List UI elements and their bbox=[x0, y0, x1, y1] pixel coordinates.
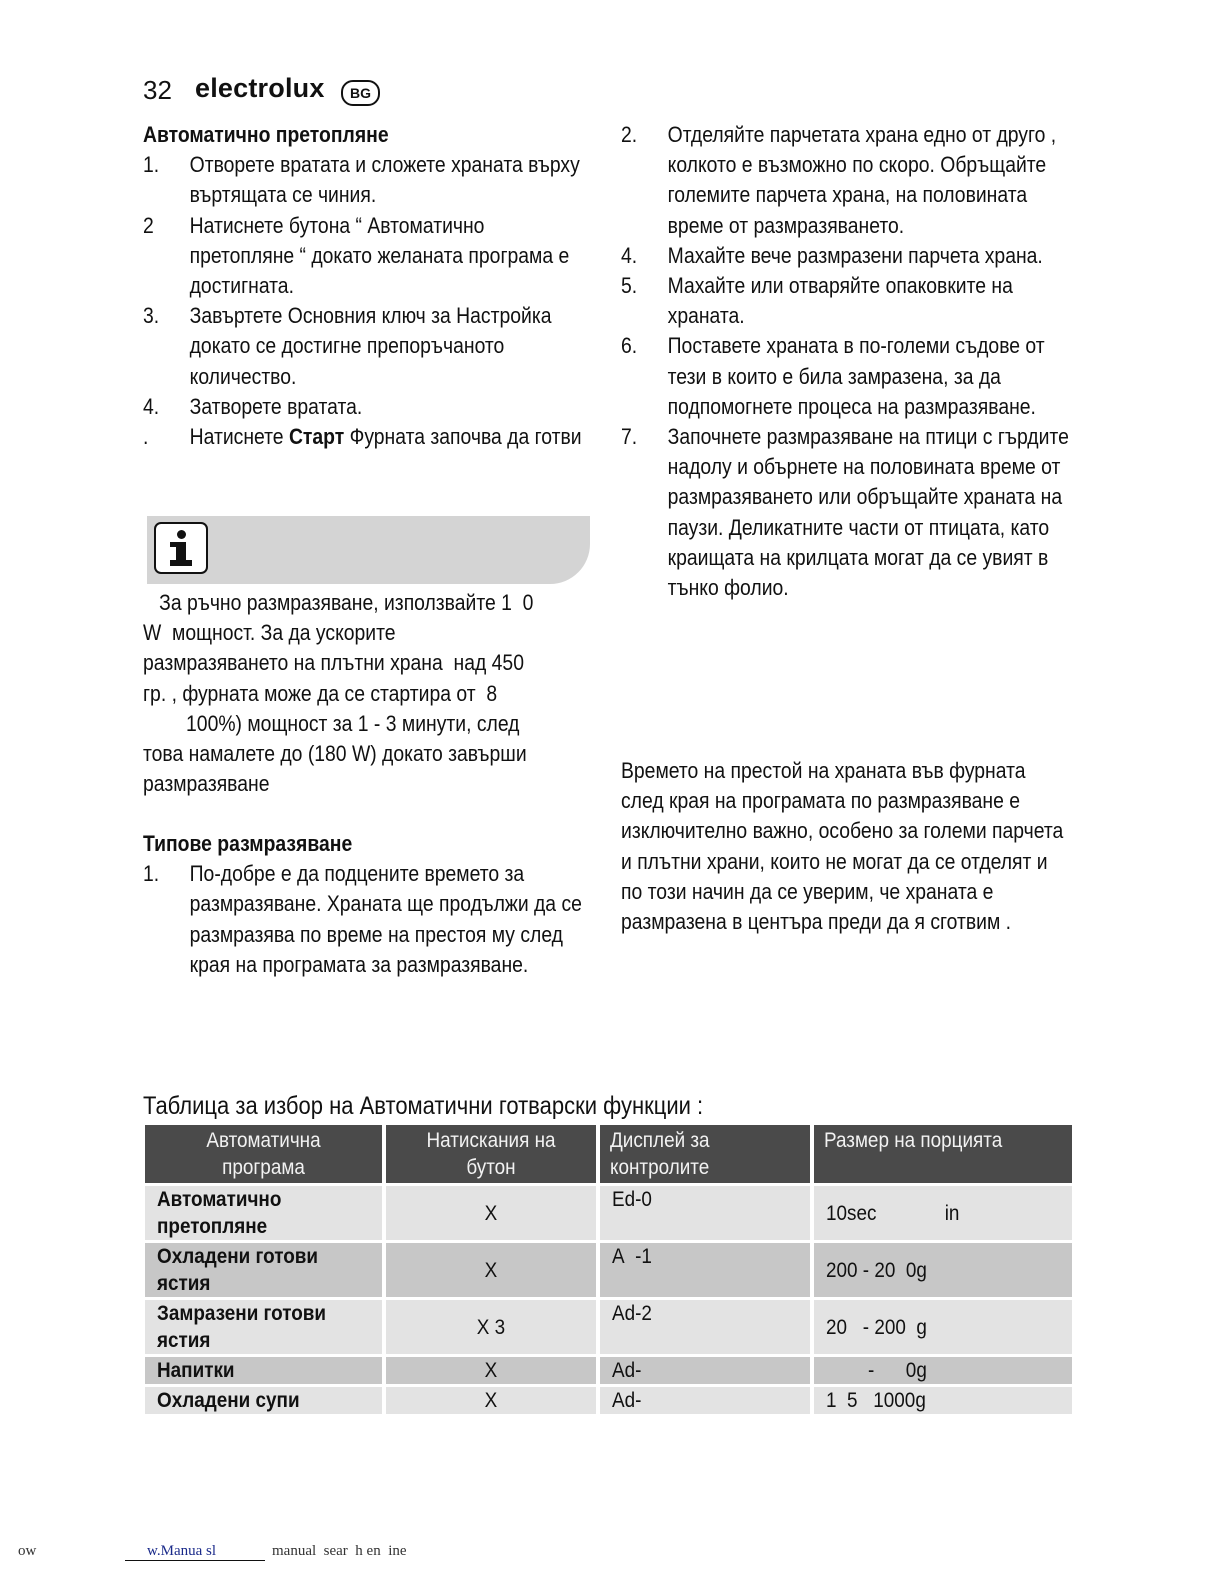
step-text: Поставете храната в по-големи съдове от тези в които е била замразена, за да подпомогнете процеса на размразяване. bbox=[667, 333, 1045, 419]
step-text-pre: Натиснете bbox=[189, 424, 289, 450]
list-item bbox=[143, 422, 583, 452]
size-cell: 10sec in bbox=[814, 1186, 1072, 1240]
step-number: 6. bbox=[621, 333, 638, 359]
step-number: 1. bbox=[143, 861, 160, 887]
list-item bbox=[621, 120, 1070, 241]
column-header: Размер на порцията bbox=[814, 1125, 1072, 1183]
step-text: Завъртете Основния ключ за Настройка докато се достигне препоръчаното количество. bbox=[189, 303, 552, 389]
program-cell: Автоматично претопляне bbox=[145, 1186, 382, 1240]
display-cell: A -1 bbox=[600, 1243, 810, 1297]
language-badge: BG bbox=[341, 80, 380, 106]
list-item bbox=[143, 301, 583, 392]
size-cell: 200 - 20 0g bbox=[814, 1243, 1072, 1297]
step-text: Започнете размразяване на птици с гърдите надолу и обърнете на половината време от размразяването или обръщайте храната на паузи. Деликатните части от птицата, като краищата на крилцата могат да се увият в тънко фолио. bbox=[667, 424, 1069, 601]
auto-reheat-title: Автоматично претопляне bbox=[143, 122, 389, 147]
step-number: 1. bbox=[143, 152, 160, 178]
step-number: 5. bbox=[621, 273, 638, 299]
footer-link[interactable]: w.Manua sl bbox=[125, 1543, 265, 1561]
list-item bbox=[143, 859, 583, 980]
table-row bbox=[145, 1387, 1072, 1414]
presses-cell: X bbox=[386, 1387, 596, 1414]
column-header: Дисплей за контролите bbox=[600, 1125, 810, 1183]
start-label: Старт bbox=[288, 424, 345, 450]
list-item bbox=[143, 211, 583, 302]
step-text: Махайте или отваряйте опаковките на храната. bbox=[667, 273, 1013, 329]
step-number: 2 bbox=[143, 212, 154, 238]
program-cell: Охладени супи bbox=[145, 1387, 382, 1414]
presses-cell: X bbox=[386, 1243, 596, 1297]
step-text: По-добре е да подцените времето за размразяване. Храната ще продължи да се размразява по време на престоя му след края на програмата за размразяване. bbox=[189, 861, 582, 977]
step-text: Натиснете бутона “ Автоматично претопляне “ докато желаната програма е достигната. bbox=[189, 212, 570, 299]
info-banner bbox=[147, 516, 590, 584]
manual-defrost-note bbox=[143, 588, 583, 799]
note-line: размразяване bbox=[143, 771, 270, 797]
display-cell: Ed-0 bbox=[600, 1186, 810, 1240]
table-title: Таблица за избор на Автоматични готварски функции : bbox=[143, 1092, 704, 1120]
step-number: 7. bbox=[621, 424, 638, 450]
display-cell: Ad- bbox=[600, 1387, 810, 1414]
step-text: Затворете вратата. bbox=[189, 393, 363, 419]
defrost-types-continued bbox=[621, 120, 1070, 603]
table-row bbox=[145, 1243, 1072, 1297]
table-row bbox=[145, 1357, 1072, 1384]
display-cell: Ad- bbox=[600, 1357, 810, 1384]
list-item bbox=[621, 241, 1070, 271]
size-cell: 20 - 200 g bbox=[814, 1300, 1072, 1354]
column-header: Автоматична програма bbox=[145, 1125, 382, 1183]
size-cell: 1 5 1000g bbox=[814, 1387, 1072, 1414]
note-line: гр. , фурната може да се стартира от 8 bbox=[143, 680, 498, 706]
standing-time-paragraph: Времето на престой на храната във фурната след края на програмата по размразяване е изключително важно, особено за големи парчета и плътни храни, които не могат да се отделят и по този начин да се уверим, че храната е размразена в центъра преди да я сготвим . bbox=[621, 758, 1064, 935]
presses-cell: X 3 bbox=[386, 1300, 596, 1354]
list-item bbox=[621, 331, 1070, 422]
list-item bbox=[621, 271, 1070, 331]
list-item bbox=[143, 392, 583, 422]
note-line: W мощност. За да ускорите bbox=[143, 620, 396, 646]
step-text: Отворете вратата и сложете храната върху въртящата се чиния. bbox=[189, 152, 580, 208]
step-text-post: Фурната започва да готви bbox=[344, 424, 582, 450]
auto-cook-table bbox=[141, 1122, 1076, 1417]
column-header: Натискания на бутон bbox=[386, 1125, 596, 1183]
list-item bbox=[621, 422, 1070, 603]
brand-logo: electrolux bbox=[195, 73, 325, 103]
auto-reheat-section bbox=[143, 120, 583, 452]
step-number: 2. bbox=[621, 122, 638, 147]
note-line: това намалете до (180 W) докато завърши bbox=[143, 741, 527, 767]
page-number: 32 bbox=[143, 75, 172, 105]
program-cell: Охладени готови ястия bbox=[145, 1243, 382, 1297]
step-number: 4. bbox=[143, 393, 160, 419]
step-number: . bbox=[143, 424, 149, 450]
program-cell: Замразени готови ястия bbox=[145, 1300, 382, 1354]
note-line: 100%) мощност за 1 - 3 минути, след bbox=[143, 710, 520, 736]
list-item bbox=[143, 150, 583, 210]
info-icon bbox=[154, 522, 208, 574]
size-cell: - 0g bbox=[814, 1357, 1072, 1384]
step-number: 4. bbox=[621, 242, 638, 268]
table-row bbox=[145, 1186, 1072, 1240]
program-cell: Напитки bbox=[145, 1357, 382, 1384]
presses-cell: X bbox=[386, 1186, 596, 1240]
presses-cell: X bbox=[386, 1357, 596, 1384]
table-row bbox=[145, 1300, 1072, 1354]
step-text: Отделяйте парчетата храна едно от друго , колкото е възможно по скоро. Обръщайте големите парчета храна, на половината време от размразяването. bbox=[667, 122, 1057, 238]
display-cell: Ad-2 bbox=[600, 1300, 810, 1354]
note-line: размразяването на плътни храна над 450 bbox=[143, 650, 524, 676]
defrost-types-title: Типове размразяване bbox=[143, 831, 353, 856]
step-text: Махайте вече размразени парчета храна. bbox=[667, 242, 1043, 268]
step-number: 3. bbox=[143, 303, 160, 329]
defrost-types-section bbox=[143, 829, 583, 980]
note-line: За ръчно размразяване, използвайте 1 0 bbox=[143, 590, 534, 615]
table-header-row bbox=[145, 1125, 1072, 1183]
footer-left-text: ow bbox=[18, 1543, 37, 1559]
footer-right-text: manual sear h en ine bbox=[272, 1543, 407, 1559]
